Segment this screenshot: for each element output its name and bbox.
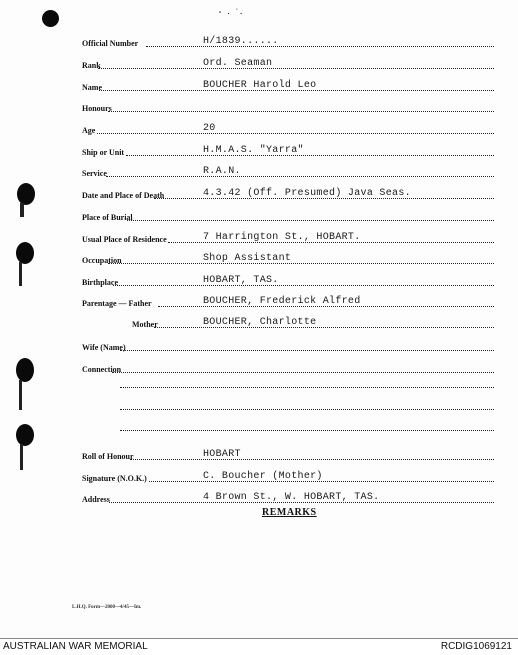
field-value-official-number: H/1839...... [203, 36, 279, 47]
field-label-name: Name [82, 83, 102, 92]
field-label-service: Service [82, 169, 107, 178]
field-label-ship-or-unit: Ship or Unit [82, 148, 125, 157]
field-label-father: Parentage — Father [82, 299, 152, 308]
field-row-occupation [0, 247, 518, 267]
field-row-signature-nok [0, 465, 518, 485]
field-row-father [0, 290, 518, 310]
field-dotted-line [126, 155, 494, 156]
footer-record-id: RCDIG1069121 [440, 641, 512, 652]
top-mark: - . ˙. [218, 9, 244, 17]
field-label-age: Age [82, 126, 96, 135]
field-label-usual-residence: Usual Place of Residence [82, 235, 167, 244]
footer-institution: AUSTRALIAN WAR MEMORIAL [3, 641, 148, 652]
field-row-honours [0, 95, 518, 115]
field-dotted-line [97, 133, 494, 134]
connection-line-3 [120, 409, 494, 410]
field-label-mother: Mother [132, 320, 158, 329]
field-value-date-place-of-death: 4.3.42 (Off. Presumed) Java Seas. [203, 188, 411, 199]
field-row-usual-residence [0, 226, 518, 246]
punch-hole-top [42, 10, 59, 27]
field-value-usual-residence: 7 Harrington St., HOBART. [203, 232, 361, 243]
field-value-birthplace: HOBART, TAS. [203, 275, 279, 286]
field-label-address: Address [82, 495, 110, 504]
connection-line-2 [120, 387, 494, 388]
field-row-wife-name [0, 334, 518, 354]
field-row-date-place-of-death [0, 182, 518, 202]
field-label-signature-nok: Signature (N.O.K.) [82, 474, 147, 483]
field-row-service [0, 160, 518, 180]
archive-footer [0, 638, 518, 655]
field-label-occupation: Occupation [82, 256, 122, 265]
field-dotted-line [146, 46, 494, 47]
field-label-place-of-burial: Place of Burial [82, 213, 133, 222]
field-label-connection: Connection [82, 365, 122, 374]
field-dotted-line [120, 350, 494, 351]
field-value-father: BOUCHER, Frederick Alfred [203, 296, 361, 307]
field-dotted-line [108, 263, 494, 264]
binding-mark-3 [19, 380, 22, 410]
field-value-age: 20 [203, 123, 216, 134]
field-label-roll-of-honour: Roll of Honour [82, 452, 134, 461]
field-dotted-line [112, 372, 494, 373]
field-row-official-number [0, 30, 518, 50]
field-value-roll-of-honour: HOBART [203, 449, 241, 460]
field-value-occupation: Shop Assistant [203, 253, 292, 264]
field-dotted-line [113, 285, 494, 286]
field-label-date-place-of-death: Date and Place of Death [82, 191, 165, 200]
field-row-roll-of-honour [0, 443, 518, 463]
field-row-age [0, 117, 518, 137]
field-dotted-line [130, 459, 494, 460]
field-value-service: R.A.N. [203, 166, 241, 177]
field-label-wife-name: Wife (Name) [82, 343, 126, 352]
field-value-rank: Ord. Seaman [203, 58, 273, 69]
field-label-birthplace: Birthplace [82, 278, 118, 287]
field-row-place-of-burial [0, 204, 518, 224]
connection-line-4 [120, 430, 494, 431]
form-code: L.H.Q. Form—2000—4/45—Im. [72, 605, 142, 610]
field-row-mother [0, 311, 518, 331]
field-value-mother: BOUCHER, Charlotte [203, 317, 317, 328]
field-dotted-line [127, 220, 494, 221]
field-dotted-line [108, 111, 494, 112]
field-dotted-line [98, 68, 494, 69]
field-label-rank: Rank [82, 61, 101, 70]
field-value-name: BOUCHER Harold Leo [203, 80, 317, 91]
field-value-signature-nok: C. Boucher (Mother) [203, 471, 323, 482]
field-row-rank [0, 52, 518, 72]
field-value-ship-or-unit: H.M.A.S. "Yarra" [203, 145, 304, 156]
remarks-heading: REMARKS [262, 507, 317, 518]
field-row-ship-or-unit [0, 139, 518, 159]
field-label-official-number: Official Number [82, 39, 139, 48]
field-row-address [0, 486, 518, 506]
field-row-name [0, 74, 518, 94]
field-row-connection [0, 356, 518, 376]
field-dotted-line [106, 176, 494, 177]
field-value-address: 4 Brown St., W. HOBART, TAS. [203, 492, 380, 503]
field-label-honours: Honours [82, 104, 112, 113]
field-row-birthplace [0, 269, 518, 289]
